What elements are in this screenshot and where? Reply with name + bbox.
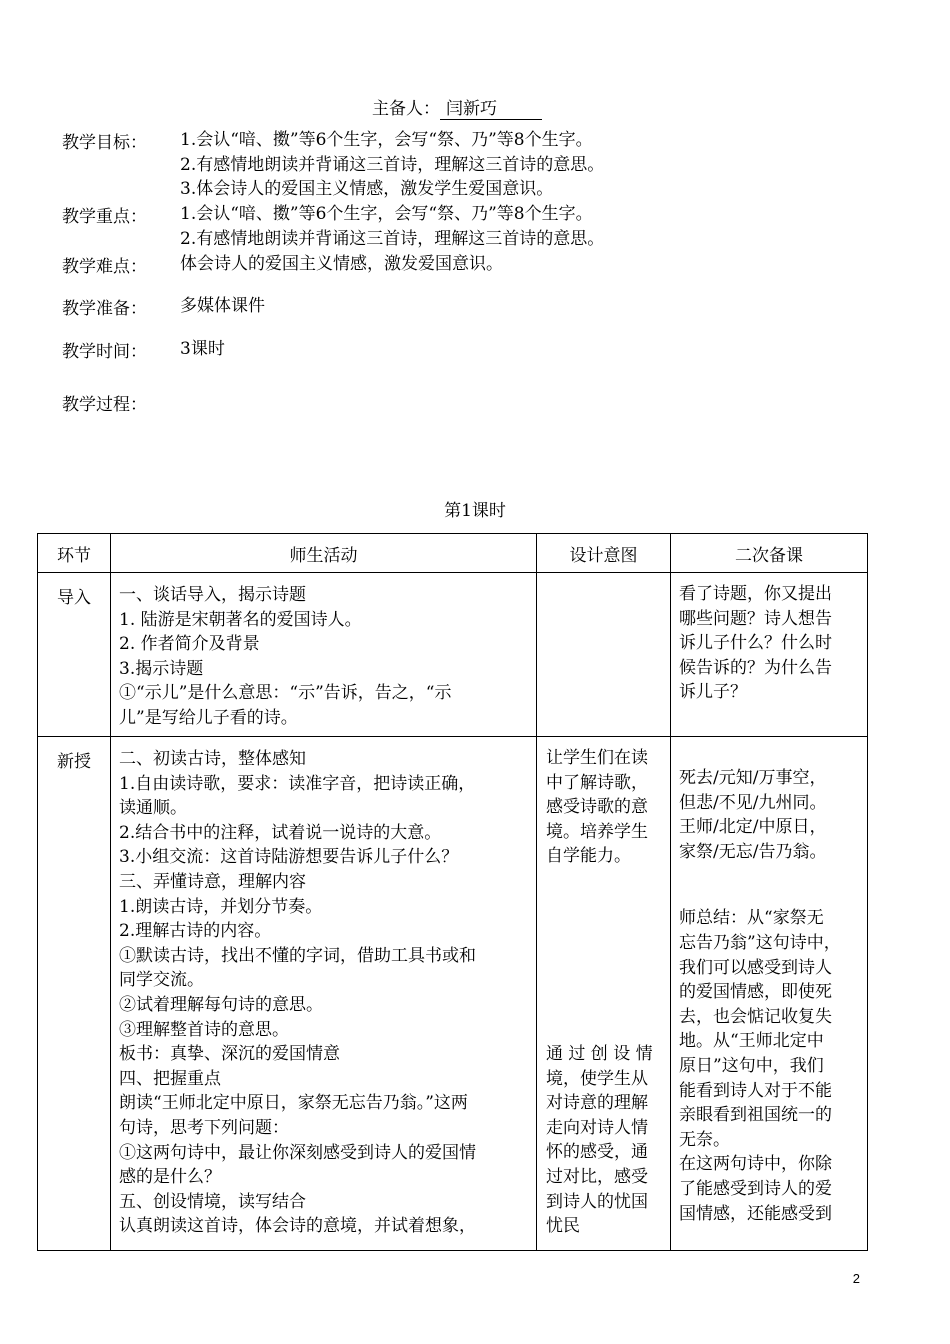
prep-text: 多媒体课件 <box>180 296 265 316</box>
intent-line: 境。培养学生 <box>546 821 648 842</box>
note-line: 的爱国情感，即使死 <box>679 982 832 1003</box>
header-segment: 环节 <box>38 534 111 573</box>
note-line: 师总结：从“家祭无 <box>679 908 824 929</box>
notes-cell <box>671 737 868 1251</box>
notes-cell <box>671 573 868 737</box>
preparer-name: 闫新巧 <box>440 99 542 120</box>
note-line: 了能感受到诗人的爱 <box>679 1178 832 1199</box>
activity-line: 四、把握重点 <box>119 1068 221 1089</box>
header-activities: 师生活动 <box>111 534 537 573</box>
intent-line: 到诗人的忧国 <box>546 1191 648 1212</box>
intent-cell <box>537 737 671 1251</box>
key-points-list <box>180 202 604 251</box>
activity-line: 读通顺。 <box>119 798 187 819</box>
note-line: 王师/北定/中原日， <box>679 817 827 838</box>
intent-line: 忧民 <box>546 1216 580 1237</box>
difficult-label: 教学难点： <box>62 257 147 277</box>
intent-line: 让学生们在读 <box>546 748 648 768</box>
table-row <box>38 737 868 1251</box>
spacer <box>679 864 867 906</box>
prep-label: 教学准备： <box>62 299 147 319</box>
activity-line: 1. 陆游是宋朝著名的爱国诗人。 <box>119 609 362 630</box>
activity-line: ①“示儿”是什么意思：“示”告诉，告之，“示 <box>119 683 452 704</box>
intent-line: 通 过 创 设 情 <box>546 1043 653 1064</box>
intent-line: 自学能力。 <box>546 846 631 867</box>
activity-line: 一、谈话导入，揭示诗题 <box>119 585 306 605</box>
lesson-table <box>37 533 868 1251</box>
activity-line: 三、弄懂诗意，理解内容 <box>119 871 306 892</box>
time-text: 3课时 <box>180 339 225 359</box>
page-number: 2 <box>852 1271 860 1286</box>
note-line: 原日”这句中，我们 <box>679 1055 824 1076</box>
goal-item: 3.体会诗人的爱国主义情感，激发学生爱国意识。 <box>180 179 554 200</box>
activity-line: ③理解整首诗的意思。 <box>119 1019 289 1040</box>
table-row <box>38 573 868 737</box>
note-line: 国情感，还能感受到 <box>679 1203 832 1224</box>
preparer-line <box>372 94 542 120</box>
activity-line: 句诗，思考下列问题： <box>119 1117 289 1138</box>
note-line: 但悲/不见/九州同。 <box>679 792 827 813</box>
session-title: 第1课时 <box>444 501 506 521</box>
goals-list <box>180 128 604 202</box>
table-header-row <box>38 534 868 573</box>
activity-line: 2. 作者简介及背景 <box>119 634 260 655</box>
note-line: 死去/元知/万事空， <box>679 768 827 788</box>
intent-line: 境，使学生从 <box>546 1068 648 1089</box>
segment-cell: 导入 <box>38 573 111 737</box>
preparer-label: 主备人： <box>372 99 440 119</box>
note-line: 我们可以感受到诗人 <box>679 957 832 978</box>
note-line: 诉儿子什么？什么时 <box>679 633 832 654</box>
note-line: 忘告乃翁”这句诗中， <box>679 932 841 953</box>
activity-line: ①默读古诗，找出不懂的字词，借助工具书或和 <box>119 945 476 966</box>
intent-line: 对诗意的理解 <box>546 1093 648 1114</box>
activities-cell <box>111 573 537 737</box>
activity-line: ②试着理解每句诗的意思。 <box>119 994 323 1015</box>
key-points-label: 教学重点： <box>62 207 147 227</box>
activity-line: 2.理解古诗的内容。 <box>119 921 272 942</box>
intent-cell <box>537 573 671 737</box>
key-point-item: 1.会认“喑、擞”等6个生字，会写“祭、乃”等8个生字。 <box>180 204 593 224</box>
header-intent: 设计意图 <box>537 534 671 573</box>
note-line: 在这两句诗中，你除 <box>679 1154 832 1175</box>
intent-line: 走向对诗人情 <box>546 1117 648 1138</box>
goals-label: 教学目标： <box>62 133 147 153</box>
activity-line: 认真朗读这首诗，体会诗的意境，并试着想象， <box>119 1216 476 1237</box>
activity-line: 板书：真挚、深沉的爱国情意 <box>119 1044 340 1065</box>
intent-line: 怀的感受，通 <box>546 1142 648 1163</box>
difficult-text: 体会诗人的爱国主义情感，激发爱国意识。 <box>180 254 503 274</box>
note-line: 诉儿子？ <box>679 682 747 703</box>
note-line: 去，也会惦记收复失 <box>679 1006 832 1027</box>
time-label: 教学时间： <box>62 342 147 362</box>
activity-line: 儿”是写给儿子看的诗。 <box>119 707 298 728</box>
activities-cell <box>111 737 537 1251</box>
note-line: 地。从“王师北定中 <box>679 1031 824 1052</box>
goal-item: 2.有感情地朗读并背诵这三首诗，理解这三首诗的意思。 <box>180 154 605 175</box>
process-label: 教学过程： <box>62 395 147 415</box>
note-line: 家祭/无忘/告乃翁。 <box>679 841 827 862</box>
goal-item: 1.会认“喑、擞”等6个生字，会写“祭、乃”等8个生字。 <box>180 130 593 150</box>
note-line: 候告诉的？为什么告 <box>679 657 832 678</box>
spacer <box>679 746 867 766</box>
intent-line: 过对比，感受 <box>546 1166 648 1187</box>
note-line: 无奈。 <box>679 1129 730 1150</box>
segment-cell: 新授 <box>38 737 111 1251</box>
activity-line: 1.自由读诗歌，要求：读准字音，把诗读正确， <box>119 773 476 794</box>
activity-line: 二、初读古诗，整体感知 <box>119 749 306 769</box>
note-line: 哪些问题？诗人想告 <box>679 608 832 629</box>
activity-line: 朗读“王师北定中原日，家祭无忘告乃翁。”这两 <box>119 1093 468 1114</box>
note-line: 看了诗题，你又提出 <box>679 584 832 604</box>
activity-line: ①这两句诗中，最让你深刻感受到诗人的爱国情 <box>119 1142 476 1163</box>
intent-line: 感受诗歌的意 <box>546 797 648 818</box>
activity-line: 3.揭示诗题 <box>119 658 204 679</box>
activity-line: 同学交流。 <box>119 970 204 991</box>
key-point-item: 2.有感情地朗读并背诵这三首诗，理解这三首诗的意思。 <box>180 228 605 249</box>
activity-line: 五、创设情境，读写结合 <box>119 1191 306 1212</box>
note-line: 能看到诗人对于不能 <box>679 1080 832 1101</box>
activity-line: 感的是什么？ <box>119 1167 221 1188</box>
activity-line: 1.朗读古诗，并划分节奏。 <box>119 896 323 917</box>
header-notes: 二次备课 <box>671 534 868 573</box>
activity-line: 3.小组交流：这首诗陆游想要告诉儿子什么？ <box>119 847 459 868</box>
note-line: 亲眼看到祖国统一的 <box>679 1105 832 1126</box>
spacer <box>546 869 670 1042</box>
intent-line: 中了解诗歌， <box>546 772 648 793</box>
activity-line: 2.结合书中的注释，试着说一说诗的大意。 <box>119 822 442 843</box>
